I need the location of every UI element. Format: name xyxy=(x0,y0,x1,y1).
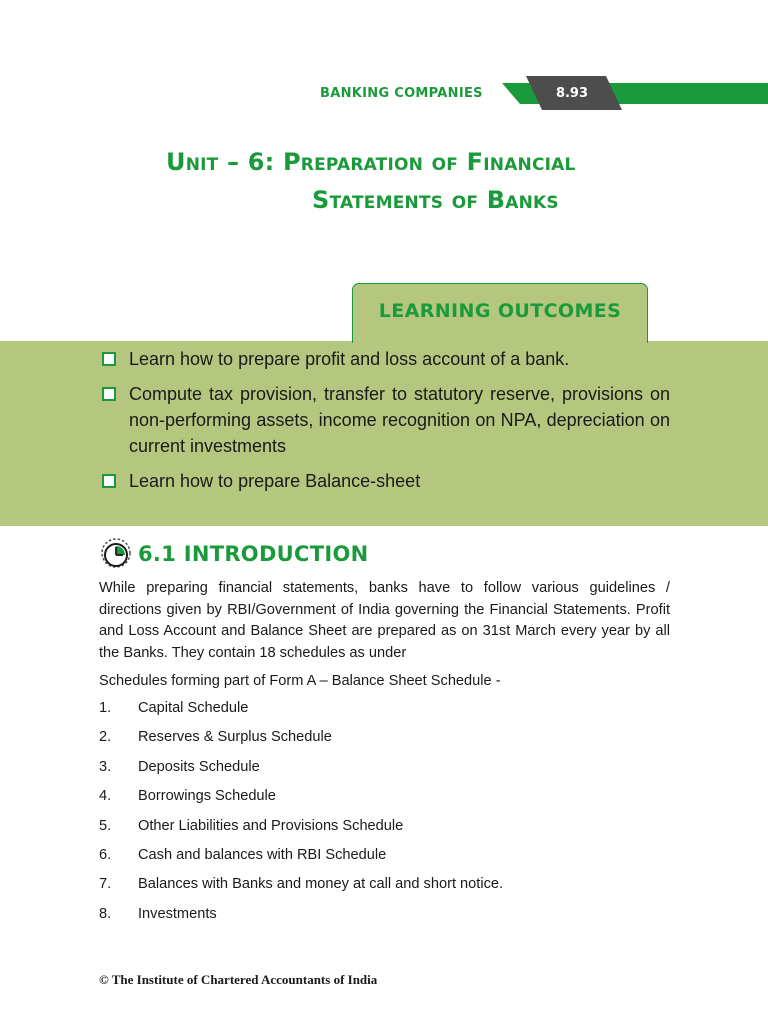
list-label: Deposits Schedule xyxy=(138,758,260,775)
page-number: 8.93 xyxy=(555,86,589,101)
list-number: 2. xyxy=(99,729,112,746)
list-item xyxy=(99,876,679,905)
list-number: 6. xyxy=(99,846,112,863)
list-number: 1. xyxy=(99,700,112,716)
list-item xyxy=(99,788,679,817)
intro-paragraph: While preparing financial statements, banks have to follow various guidelines / directions given by RBI/Government of India governing the Financial Statements. Profit and Loss Account and Balance Sheet are prepared as on 31st March every year by all the Banks. They contain 18 schedules as under xyxy=(99,580,670,661)
copyright-footer: © The Institute of Chartered Accountants of India xyxy=(99,972,378,987)
list-label: Balances with Banks and money at call and short notice. xyxy=(138,876,504,893)
header-ribbon xyxy=(498,76,768,110)
learning-outcomes-tab xyxy=(352,283,648,343)
learning-outcome-text: Learn how to prepare profit and loss account of a bank. xyxy=(129,349,570,369)
list-item xyxy=(99,818,679,847)
learning-outcomes-heading: LEARNING OUTCOMES xyxy=(378,300,622,322)
learning-outcome-text: Learn how to prepare Balance-sheet xyxy=(129,471,421,491)
list-item xyxy=(99,759,679,788)
list-number: 5. xyxy=(99,817,112,834)
learning-outcome-item xyxy=(102,346,670,372)
list-label: Borrowings Schedule xyxy=(138,788,276,805)
checkbox-bullet-icon xyxy=(102,352,116,366)
unit-title-line-1: Unit – 6: Preparation of Financial xyxy=(166,148,576,176)
list-item xyxy=(99,847,679,876)
learning-outcome-item xyxy=(102,381,670,459)
checkbox-bullet-icon xyxy=(102,474,116,488)
list-item xyxy=(99,906,679,935)
schedule-list xyxy=(99,700,679,935)
list-label: Reserves & Surplus Schedule xyxy=(138,729,332,746)
clock-icon xyxy=(99,535,133,571)
learning-outcome-item xyxy=(102,468,670,494)
list-item xyxy=(99,729,679,758)
list-label: Investments xyxy=(138,905,217,922)
list-number: 3. xyxy=(99,758,112,775)
list-label: Other Liabilities and Provisions Schedule xyxy=(138,817,404,834)
learning-outcome-text: Compute tax provision, transfer to statutory reserve, provisions on non-performing assets, income recognition on NPA, depreciation on current investments xyxy=(129,384,670,456)
list-number: 4. xyxy=(99,788,112,805)
list-number: 8. xyxy=(99,905,112,922)
schedules-intro: Schedules forming part of Form A – Balance Sheet Schedule - xyxy=(99,673,501,689)
list-label: Cash and balances with RBI Schedule xyxy=(138,846,387,863)
section-heading-introduction: 6.1 INTRODUCTION xyxy=(138,542,369,566)
list-item xyxy=(99,700,679,729)
checkbox-bullet-icon xyxy=(102,387,116,401)
list-number: 7. xyxy=(99,876,112,893)
unit-title-line-2: Statements of Banks xyxy=(312,186,559,214)
list-label: Capital Schedule xyxy=(138,700,249,716)
running-header: BANKING COMPANIES xyxy=(320,86,483,101)
